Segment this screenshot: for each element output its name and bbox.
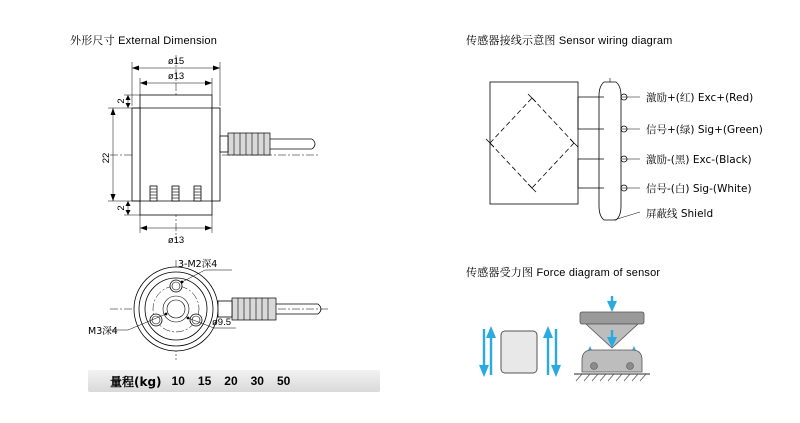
dimension-label-d15: ø15 [167, 56, 185, 67]
range-values [172, 374, 291, 388]
force-block-1 [501, 331, 537, 373]
wiring-lead-label-1: 激励+(红) Exc+(Red) [646, 92, 754, 104]
range-value: 10 [171, 374, 185, 388]
range-value: 20 [224, 374, 238, 388]
force-case-1 [479, 326, 561, 377]
callout-label-m3: M3深4 [88, 326, 118, 337]
force-bolt-3a [591, 363, 598, 370]
force-bolt-3b [627, 363, 634, 370]
panel-title-force-en: Force diagram of sensor [536, 267, 661, 279]
cable-connector [220, 133, 315, 155]
dimension-label-d13-top: ø13 [167, 71, 185, 82]
force-arrow-down-2 [607, 296, 617, 312]
range-bar [88, 370, 380, 392]
wiring-lead-3 [621, 153, 752, 166]
force-body-3 [582, 350, 642, 372]
panel-title-force-cn: 传感器受力图 [466, 266, 534, 279]
wiring-lead-label-4: 信号-(白) Sig-(White) [646, 183, 752, 195]
callout-label-3-m2: 3-M2深4 [178, 259, 218, 270]
range-value: 15 [197, 374, 212, 388]
dimension-t-top [116, 95, 140, 108]
wiring-lead-label-2: 信号+(绿) Sig+(Green) [646, 124, 763, 136]
force-diagram-group [479, 296, 650, 381]
wiring-lead-1 [621, 91, 753, 104]
panel-title-wiring-en: Sensor wiring diagram [558, 35, 673, 47]
range-value: 30 [250, 374, 264, 388]
wiring-lead-label-3: 激励-(黑) Exc-(Black) [646, 154, 752, 166]
dimension-t-bottom [116, 201, 140, 215]
wiring-lead-4 [621, 182, 752, 195]
dimension-label-h22: 22 [101, 152, 112, 164]
front-cable-connector [218, 298, 321, 320]
left-edge-strip [132, 108, 140, 201]
range-label: 量程(kg) [110, 374, 162, 389]
range-value: 50 [276, 374, 291, 388]
dimension-label-d13-bottom: ø13 [167, 235, 185, 246]
wiring-lead-label-5: 屏蔽线 Shield [646, 208, 714, 220]
wiring-lead-5 [614, 207, 713, 220]
side-view-group [101, 55, 320, 246]
wheatstone-bridge [486, 94, 578, 192]
dimension-label-t-bottom: 2 [116, 205, 127, 211]
force-arrow-right-down [551, 329, 561, 377]
force-arrow-right-up [543, 326, 553, 375]
callout-label-d95: ø9.5 [212, 317, 232, 328]
force-case-3 [574, 330, 650, 381]
wiring-lead-2 [621, 123, 763, 136]
panel-title-wiring-cn: 传感器接线示意图 [466, 34, 556, 47]
front-view-group [88, 259, 330, 360]
dimension-label-t-top: 2 [116, 98, 127, 104]
right-edge-strip [212, 108, 220, 201]
cable-sheath [599, 82, 621, 220]
dimension-d13-top [140, 71, 212, 95]
force-top-plate-2 [580, 312, 644, 324]
force-ground-hatch [576, 374, 646, 381]
panel-title-external-en: External Dimension [118, 35, 218, 47]
panel-title-external-cn: 外形尺寸 [70, 34, 115, 47]
wiring-diagram-group [486, 78, 763, 220]
